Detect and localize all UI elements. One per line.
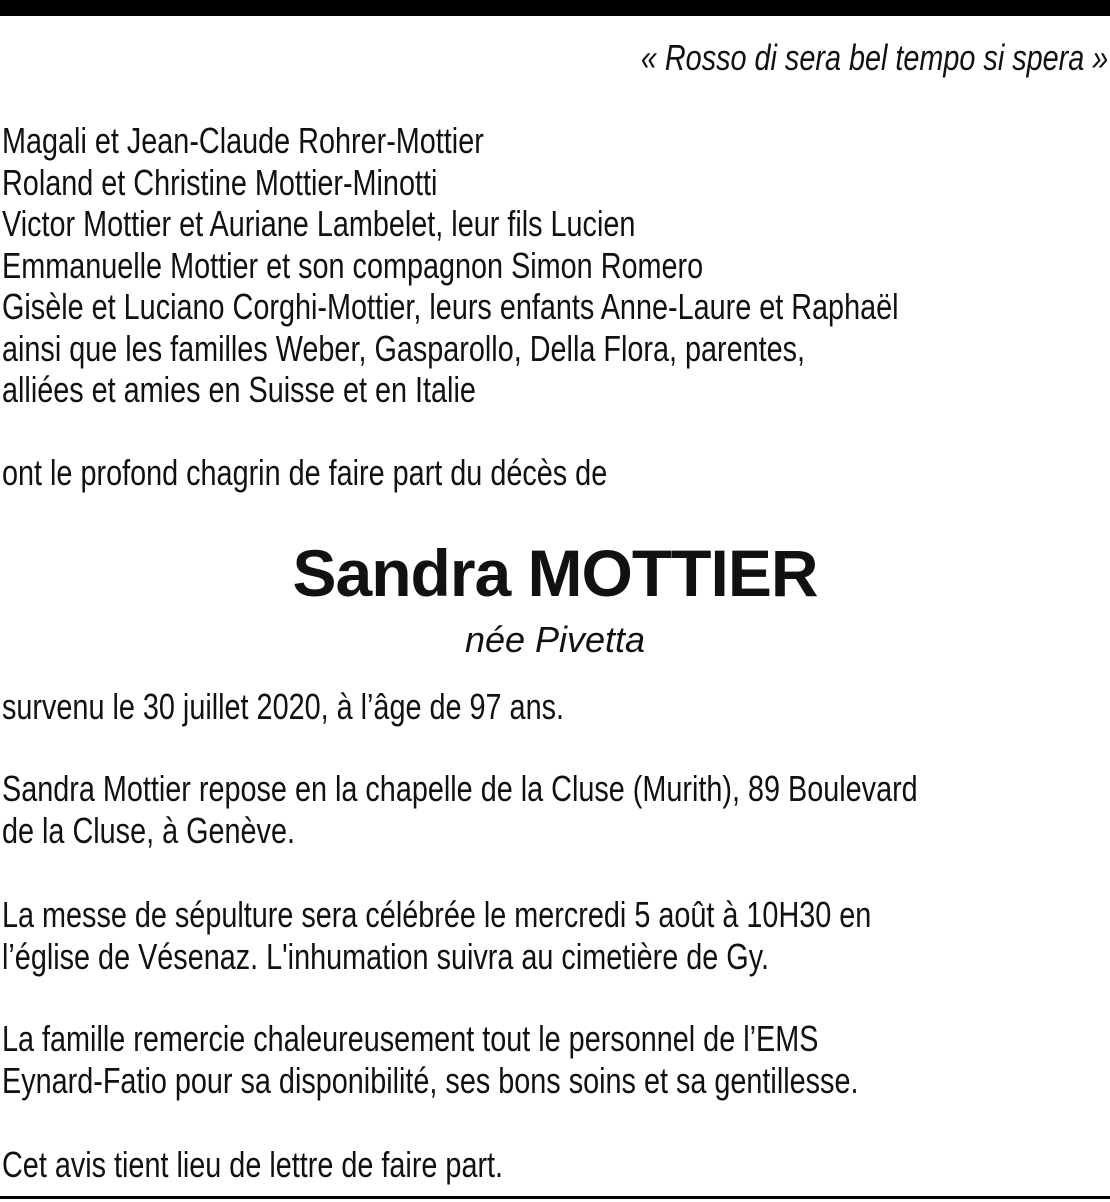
family-line: Magali et Jean-Claude Rohrer-Mottier bbox=[2, 120, 484, 161]
thanks-text-1: La famille remercie chaleureusement tout le personnel de l’EMS bbox=[2, 1018, 819, 1059]
closing-text: Cet avis tient lieu de lettre de faire part. bbox=[2, 1144, 504, 1185]
family-list bbox=[2, 120, 899, 411]
family-line: Emmanuelle Mottier et son compagnon Simon Romero bbox=[2, 244, 704, 286]
family-line: Victor Mottier et Auriane Lambelet, leur fils Lucien bbox=[2, 203, 636, 244]
viewing-paragraph bbox=[2, 768, 1108, 810]
top-rule bbox=[0, 0, 1110, 16]
funeral-text-2: l’église de Vésenaz. L'inhumation suivra au cimetière de Gy. bbox=[2, 936, 769, 977]
deceased-name: Sandra MOTTIER bbox=[292, 536, 818, 610]
family-line: ainsi que les familles Weber, Gasparollo, Della Flora, parentes, bbox=[2, 327, 806, 369]
funeral-text-1: La messe de sépulture sera célébrée le mercredi 5 août à 10H30 en bbox=[2, 894, 872, 935]
family-line: alliées et amies en Suisse et en Italie bbox=[2, 369, 476, 410]
viewing-text-2: de la Cluse, à Genève. bbox=[2, 810, 295, 851]
viewing-text-1: Sandra Mottier repose en la chapelle de la Cluse (Murith), 89 Boulevard bbox=[2, 768, 918, 809]
epigraph: « Rosso di sera bel tempo si spera » bbox=[640, 37, 1108, 78]
thanks-text-2: Eynard-Fatio pour sa disponibilité, ses bons soins et sa gentillesse. bbox=[2, 1060, 859, 1101]
viewing-line-1 bbox=[2, 768, 1108, 810]
family-line: Roland et Christine Mottier-Minotti bbox=[2, 161, 438, 203]
family-line: Gisèle et Luciano Corghi-Mottier, leurs enfants Anne-Laure et Raphaël bbox=[2, 286, 899, 327]
announcement-text: ont le profond chagrin de faire part du décès de bbox=[2, 452, 608, 493]
death-notice-text: survenu le 30 juillet 2020, à l’âge de 97 ans. bbox=[2, 686, 564, 727]
birth-name: née Pivetta bbox=[464, 619, 646, 660]
bottom-rule bbox=[0, 1196, 1110, 1199]
